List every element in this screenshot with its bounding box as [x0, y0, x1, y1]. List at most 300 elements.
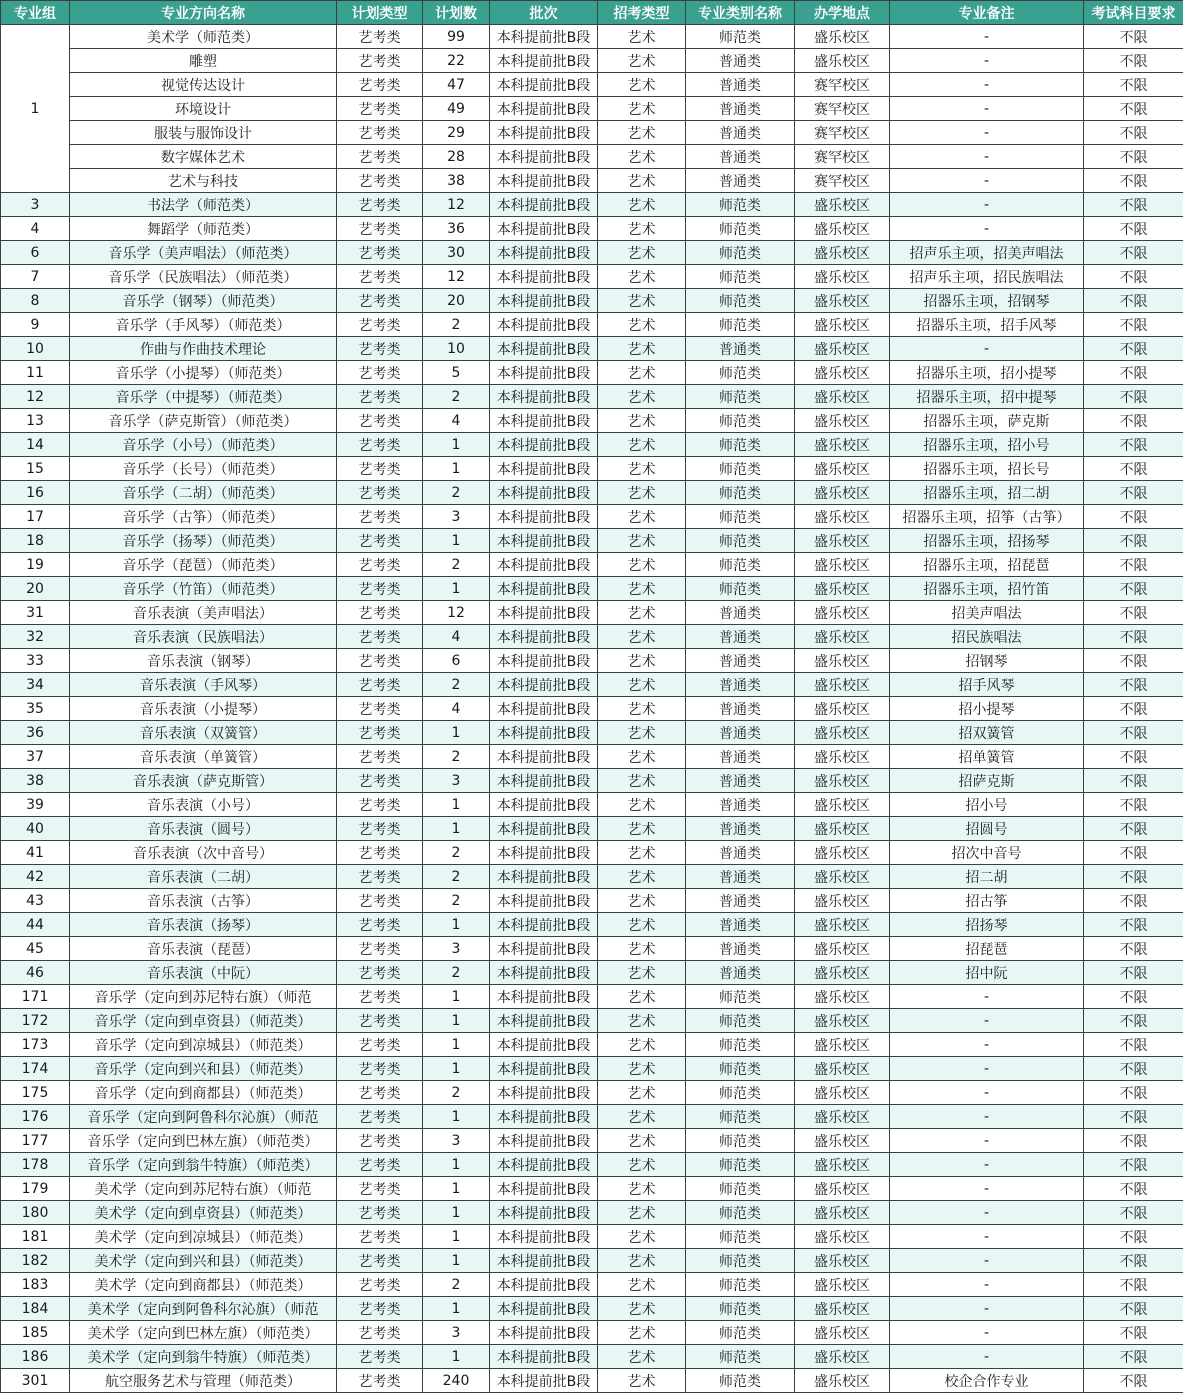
plan-type: 艺考类	[337, 601, 423, 625]
plan-count: 2	[423, 961, 490, 985]
major-name: 书法学（师范类）	[70, 193, 337, 217]
table-row	[1, 937, 1183, 961]
plan-type: 艺考类	[337, 769, 423, 793]
plan-type: 艺考类	[337, 1201, 423, 1225]
subject-requirement: 不限	[1084, 937, 1183, 961]
exam-type: 艺术	[598, 625, 686, 649]
batch: 本科提前批B段	[490, 265, 598, 289]
group-number: 1	[1, 25, 70, 193]
table-row	[1, 265, 1183, 289]
plan-type: 艺考类	[337, 1249, 423, 1273]
category: 普通类	[686, 865, 795, 889]
col-header-category[interactable]: 专业类别名称	[686, 1, 795, 25]
exam-type: 艺术	[598, 1297, 686, 1321]
group-number: 19	[1, 553, 70, 577]
exam-type: 艺术	[598, 73, 686, 97]
plan-type: 艺考类	[337, 25, 423, 49]
batch: 本科提前批B段	[490, 577, 598, 601]
remark: 招二胡	[890, 865, 1084, 889]
category: 师范类	[686, 1201, 795, 1225]
group-number: 34	[1, 673, 70, 697]
plan-type: 艺考类	[337, 121, 423, 145]
remark: 招双簧管	[890, 721, 1084, 745]
remark: -	[890, 1321, 1084, 1345]
col-header-remark[interactable]: 专业备注	[890, 1, 1084, 25]
subject-requirement: 不限	[1084, 697, 1183, 721]
col-header-campus[interactable]: 办学地点	[795, 1, 890, 25]
plan-type: 艺考类	[337, 673, 423, 697]
remark: 招器乐主项，招扬琴	[890, 529, 1084, 553]
plan-type: 艺考类	[337, 241, 423, 265]
category: 师范类	[686, 1345, 795, 1369]
subject-requirement: 不限	[1084, 1225, 1183, 1249]
campus: 盛乐校区	[795, 745, 890, 769]
campus: 盛乐校区	[795, 217, 890, 241]
table-row	[1, 1321, 1183, 1345]
subject-requirement: 不限	[1084, 385, 1183, 409]
subject-requirement: 不限	[1084, 865, 1183, 889]
group-number: 176	[1, 1105, 70, 1129]
group-number: 186	[1, 1345, 70, 1369]
batch: 本科提前批B段	[490, 889, 598, 913]
campus: 盛乐校区	[795, 625, 890, 649]
subject-requirement: 不限	[1084, 793, 1183, 817]
table-row	[1, 457, 1183, 481]
category: 师范类	[686, 241, 795, 265]
batch: 本科提前批B段	[490, 673, 598, 697]
col-header-batch[interactable]: 批次	[490, 1, 598, 25]
remark: 招器乐主项，萨克斯	[890, 409, 1084, 433]
group-number: 32	[1, 625, 70, 649]
major-name: 音乐学（扬琴）（师范类）	[70, 529, 337, 553]
major-name: 音乐学（钢琴）（师范类）	[70, 289, 337, 313]
plan-count: 240	[423, 1369, 490, 1393]
remark: 招声乐主项，招美声唱法	[890, 241, 1084, 265]
batch: 本科提前批B段	[490, 217, 598, 241]
table-row	[1, 793, 1183, 817]
table-row	[1, 145, 1183, 169]
subject-requirement: 不限	[1084, 1273, 1183, 1297]
plan-count: 29	[423, 121, 490, 145]
remark: -	[890, 1297, 1084, 1321]
exam-type: 艺术	[598, 457, 686, 481]
plan-count: 1	[423, 1105, 490, 1129]
remark: 招器乐主项，招长号	[890, 457, 1084, 481]
campus: 盛乐校区	[795, 937, 890, 961]
major-name: 服装与服饰设计	[70, 121, 337, 145]
remark: 招器乐主项，招琵琶	[890, 553, 1084, 577]
major-name: 音乐学（定向到兴和县）（师范类）	[70, 1057, 337, 1081]
table-row	[1, 553, 1183, 577]
table-row	[1, 697, 1183, 721]
plan-count: 2	[423, 745, 490, 769]
exam-type: 艺术	[598, 97, 686, 121]
group-number: 31	[1, 601, 70, 625]
plan-type: 艺考类	[337, 433, 423, 457]
remark: 招器乐主项，招手风琴	[890, 313, 1084, 337]
remark: 招器乐主项，招小提琴	[890, 361, 1084, 385]
plan-type: 艺考类	[337, 73, 423, 97]
plan-count: 2	[423, 553, 490, 577]
remark: 招器乐主项，招钢琴	[890, 289, 1084, 313]
table-row	[1, 961, 1183, 985]
plan-type: 艺考类	[337, 697, 423, 721]
remark: 招扬琴	[890, 913, 1084, 937]
group-number: 301	[1, 1369, 70, 1393]
batch: 本科提前批B段	[490, 1153, 598, 1177]
major-name: 航空服务艺术与管理（师范类）	[70, 1369, 337, 1393]
exam-type: 艺术	[598, 1177, 686, 1201]
category: 师范类	[686, 985, 795, 1009]
category: 普通类	[686, 793, 795, 817]
plan-count: 4	[423, 409, 490, 433]
campus: 盛乐校区	[795, 601, 890, 625]
plan-count: 1	[423, 1177, 490, 1201]
campus: 盛乐校区	[795, 193, 890, 217]
remark: 招器乐主项，招小号	[890, 433, 1084, 457]
subject-requirement: 不限	[1084, 241, 1183, 265]
major-name: 音乐学（定向到阿鲁科尔沁旗）（师范	[70, 1105, 337, 1129]
major-name: 音乐学（小提琴）（师范类）	[70, 361, 337, 385]
batch: 本科提前批B段	[490, 697, 598, 721]
major-name: 音乐表演（琵琶）	[70, 937, 337, 961]
group-number: 35	[1, 697, 70, 721]
category: 师范类	[686, 361, 795, 385]
group-number: 13	[1, 409, 70, 433]
plan-count: 1	[423, 1345, 490, 1369]
major-name: 音乐表演（美声唱法）	[70, 601, 337, 625]
plan-type: 艺考类	[337, 169, 423, 193]
category: 师范类	[686, 385, 795, 409]
batch: 本科提前批B段	[490, 553, 598, 577]
campus: 盛乐校区	[795, 769, 890, 793]
header-row	[1, 1, 1183, 25]
table-row	[1, 1033, 1183, 1057]
group-number: 185	[1, 1321, 70, 1345]
exam-type: 艺术	[598, 193, 686, 217]
subject-requirement: 不限	[1084, 361, 1183, 385]
campus: 盛乐校区	[795, 49, 890, 73]
table-row	[1, 1273, 1183, 1297]
category: 普通类	[686, 169, 795, 193]
campus: 盛乐校区	[795, 1153, 890, 1177]
major-name: 音乐表演（单簧管）	[70, 745, 337, 769]
group-number: 8	[1, 289, 70, 313]
table-row	[1, 985, 1183, 1009]
category: 师范类	[686, 481, 795, 505]
group-number: 7	[1, 265, 70, 289]
campus: 盛乐校区	[795, 1297, 890, 1321]
table-body	[1, 25, 1183, 1393]
major-name: 音乐学（琵琶）（师范类）	[70, 553, 337, 577]
major-name: 音乐表演（小提琴）	[70, 697, 337, 721]
plan-type: 艺考类	[337, 817, 423, 841]
group-number: 20	[1, 577, 70, 601]
exam-type: 艺术	[598, 49, 686, 73]
plan-count: 12	[423, 193, 490, 217]
major-name: 美术学（定向到凉城县）（师范类）	[70, 1225, 337, 1249]
campus: 盛乐校区	[795, 1225, 890, 1249]
plan-count: 10	[423, 337, 490, 361]
major-name: 音乐表演（民族唱法）	[70, 625, 337, 649]
batch: 本科提前批B段	[490, 649, 598, 673]
remark: 招器乐主项，招筝（古筝）	[890, 505, 1084, 529]
category: 师范类	[686, 1009, 795, 1033]
plan-type: 艺考类	[337, 1297, 423, 1321]
remark: 招古筝	[890, 889, 1084, 913]
major-name: 美术学（定向到苏尼特右旗）（师范	[70, 1177, 337, 1201]
group-number: 33	[1, 649, 70, 673]
remark: -	[890, 1009, 1084, 1033]
table-row	[1, 745, 1183, 769]
plan-type: 艺考类	[337, 337, 423, 361]
campus: 盛乐校区	[795, 265, 890, 289]
plan-type: 艺考类	[337, 481, 423, 505]
exam-type: 艺术	[598, 745, 686, 769]
batch: 本科提前批B段	[490, 1273, 598, 1297]
remark: 招小提琴	[890, 697, 1084, 721]
plan-count: 1	[423, 1225, 490, 1249]
campus: 盛乐校区	[795, 889, 890, 913]
table-row	[1, 1129, 1183, 1153]
exam-type: 艺术	[598, 313, 686, 337]
subject-requirement: 不限	[1084, 577, 1183, 601]
category: 师范类	[686, 1249, 795, 1273]
plan-count: 1	[423, 721, 490, 745]
exam-type: 艺术	[598, 241, 686, 265]
subject-requirement: 不限	[1084, 481, 1183, 505]
plan-count: 22	[423, 49, 490, 73]
category: 普通类	[686, 769, 795, 793]
table-row	[1, 625, 1183, 649]
batch: 本科提前批B段	[490, 313, 598, 337]
major-name: 音乐学（民族唱法）（师范类）	[70, 265, 337, 289]
exam-type: 艺术	[598, 1081, 686, 1105]
table-row	[1, 1201, 1183, 1225]
plan-type: 艺考类	[337, 1345, 423, 1369]
exam-type: 艺术	[598, 889, 686, 913]
category: 师范类	[686, 529, 795, 553]
plan-type: 艺考类	[337, 313, 423, 337]
plan-type: 艺考类	[337, 361, 423, 385]
category: 普通类	[686, 73, 795, 97]
campus: 盛乐校区	[795, 1105, 890, 1129]
table-row	[1, 1225, 1183, 1249]
campus: 盛乐校区	[795, 313, 890, 337]
group-number: 17	[1, 505, 70, 529]
subject-requirement: 不限	[1084, 1153, 1183, 1177]
table-row	[1, 241, 1183, 265]
plan-count: 3	[423, 937, 490, 961]
subject-requirement: 不限	[1084, 1009, 1183, 1033]
col-header-subject-req[interactable]: 考试科目要求	[1084, 1, 1183, 25]
batch: 本科提前批B段	[490, 433, 598, 457]
major-name: 美术学（定向到阿鲁科尔沁旗）（师范	[70, 1297, 337, 1321]
plan-count: 2	[423, 841, 490, 865]
major-name: 音乐学（定向到翁牛特旗）（师范类）	[70, 1153, 337, 1177]
plan-count: 1	[423, 1297, 490, 1321]
category: 师范类	[686, 1273, 795, 1297]
batch: 本科提前批B段	[490, 601, 598, 625]
exam-type: 艺术	[598, 409, 686, 433]
group-number: 172	[1, 1009, 70, 1033]
remark: -	[890, 121, 1084, 145]
batch: 本科提前批B段	[490, 769, 598, 793]
subject-requirement: 不限	[1084, 529, 1183, 553]
remark: -	[890, 1057, 1084, 1081]
major-name: 音乐学（中提琴）（师范类）	[70, 385, 337, 409]
plan-count: 49	[423, 97, 490, 121]
plan-type: 艺考类	[337, 889, 423, 913]
major-name: 音乐学（古筝）（师范类）	[70, 505, 337, 529]
plan-type: 艺考类	[337, 937, 423, 961]
subject-requirement: 不限	[1084, 217, 1183, 241]
table-row	[1, 769, 1183, 793]
plan-count: 4	[423, 625, 490, 649]
table-row	[1, 97, 1183, 121]
exam-type: 艺术	[598, 721, 686, 745]
exam-type: 艺术	[598, 121, 686, 145]
exam-type: 艺术	[598, 649, 686, 673]
campus: 赛罕校区	[795, 97, 890, 121]
category: 师范类	[686, 1081, 795, 1105]
category: 普通类	[686, 625, 795, 649]
exam-type: 艺术	[598, 553, 686, 577]
plan-type: 艺考类	[337, 1273, 423, 1297]
subject-requirement: 不限	[1084, 97, 1183, 121]
plan-count: 3	[423, 505, 490, 529]
major-name: 音乐学（定向到卓资县）（师范类）	[70, 1009, 337, 1033]
group-number: 174	[1, 1057, 70, 1081]
batch: 本科提前批B段	[490, 25, 598, 49]
exam-type: 艺术	[598, 697, 686, 721]
batch: 本科提前批B段	[490, 1081, 598, 1105]
major-name: 音乐表演（钢琴）	[70, 649, 337, 673]
campus: 盛乐校区	[795, 1033, 890, 1057]
table-row	[1, 193, 1183, 217]
exam-type: 艺术	[598, 1273, 686, 1297]
major-name: 音乐表演（中阮）	[70, 961, 337, 985]
subject-requirement: 不限	[1084, 841, 1183, 865]
group-number: 178	[1, 1153, 70, 1177]
col-header-exam-type[interactable]: 招考类型	[598, 1, 686, 25]
batch: 本科提前批B段	[490, 961, 598, 985]
campus: 赛罕校区	[795, 121, 890, 145]
campus: 盛乐校区	[795, 1369, 890, 1393]
batch: 本科提前批B段	[490, 865, 598, 889]
plan-count: 47	[423, 73, 490, 97]
major-name: 音乐学（萨克斯管）（师范类）	[70, 409, 337, 433]
plan-count: 28	[423, 145, 490, 169]
subject-requirement: 不限	[1084, 433, 1183, 457]
plan-count: 3	[423, 1321, 490, 1345]
subject-requirement: 不限	[1084, 1105, 1183, 1129]
plan-type: 艺考类	[337, 913, 423, 937]
exam-type: 艺术	[598, 961, 686, 985]
major-name: 美术学（定向到翁牛特旗）（师范类）	[70, 1345, 337, 1369]
exam-type: 艺术	[598, 1009, 686, 1033]
plan-type: 艺考类	[337, 649, 423, 673]
table-row	[1, 1177, 1183, 1201]
table-row	[1, 889, 1183, 913]
campus: 盛乐校区	[795, 985, 890, 1009]
campus: 盛乐校区	[795, 673, 890, 697]
major-name: 音乐学（定向到苏尼特右旗）（师范	[70, 985, 337, 1009]
subject-requirement: 不限	[1084, 1033, 1183, 1057]
subject-requirement: 不限	[1084, 25, 1183, 49]
table-row	[1, 433, 1183, 457]
remark: 招美声唱法	[890, 601, 1084, 625]
subject-requirement: 不限	[1084, 1297, 1183, 1321]
col-header-group[interactable]: 专业组	[1, 1, 70, 25]
plan-count: 2	[423, 385, 490, 409]
col-header-major[interactable]: 专业方向名称	[70, 1, 337, 25]
batch: 本科提前批B段	[490, 337, 598, 361]
exam-type: 艺术	[598, 1129, 686, 1153]
plan-count: 5	[423, 361, 490, 385]
category: 师范类	[686, 1057, 795, 1081]
subject-requirement: 不限	[1084, 1081, 1183, 1105]
subject-requirement: 不限	[1084, 1057, 1183, 1081]
major-name: 雕塑	[70, 49, 337, 73]
group-number: 9	[1, 313, 70, 337]
plan-count: 2	[423, 1273, 490, 1297]
category: 师范类	[686, 289, 795, 313]
exam-type: 艺术	[598, 433, 686, 457]
campus: 盛乐校区	[795, 865, 890, 889]
batch: 本科提前批B段	[490, 121, 598, 145]
batch: 本科提前批B段	[490, 721, 598, 745]
table-row	[1, 1057, 1183, 1081]
group-number: 173	[1, 1033, 70, 1057]
exam-type: 艺术	[598, 793, 686, 817]
batch: 本科提前批B段	[490, 169, 598, 193]
subject-requirement: 不限	[1084, 625, 1183, 649]
remark: -	[890, 193, 1084, 217]
campus: 盛乐校区	[795, 337, 890, 361]
table-row	[1, 217, 1183, 241]
batch: 本科提前批B段	[490, 73, 598, 97]
exam-type: 艺术	[598, 529, 686, 553]
category: 师范类	[686, 433, 795, 457]
major-name: 音乐表演（手风琴）	[70, 673, 337, 697]
batch: 本科提前批B段	[490, 625, 598, 649]
remark: -	[890, 169, 1084, 193]
table-row	[1, 361, 1183, 385]
group-number: 15	[1, 457, 70, 481]
plan-type: 艺考类	[337, 1033, 423, 1057]
campus: 盛乐校区	[795, 841, 890, 865]
subject-requirement: 不限	[1084, 817, 1183, 841]
campus: 盛乐校区	[795, 697, 890, 721]
table-row	[1, 385, 1183, 409]
campus: 盛乐校区	[795, 553, 890, 577]
batch: 本科提前批B段	[490, 145, 598, 169]
category: 普通类	[686, 145, 795, 169]
remark: -	[890, 1201, 1084, 1225]
col-header-plan-count[interactable]: 计划数	[423, 1, 490, 25]
category: 普通类	[686, 841, 795, 865]
category: 师范类	[686, 505, 795, 529]
batch: 本科提前批B段	[490, 1057, 598, 1081]
col-header-plan-type[interactable]: 计划类型	[337, 1, 423, 25]
subject-requirement: 不限	[1084, 1201, 1183, 1225]
remark: -	[890, 1249, 1084, 1273]
exam-type: 艺术	[598, 577, 686, 601]
exam-type: 艺术	[598, 1225, 686, 1249]
remark: -	[890, 985, 1084, 1009]
plan-type: 艺考类	[337, 745, 423, 769]
